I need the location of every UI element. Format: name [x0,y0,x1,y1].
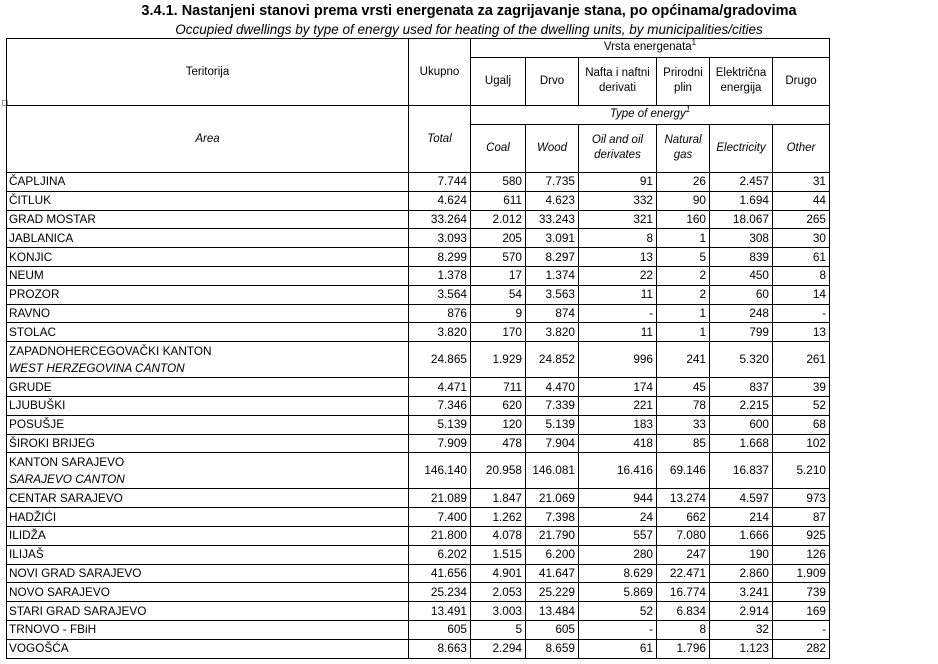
value-cell[interactable]: 205 [471,229,526,248]
territory-name: JABLANICA [9,230,74,245]
value-cell[interactable]: 3.563 [526,285,579,304]
value-cell[interactable]: 146.140 [409,453,471,489]
value-cell[interactable]: 3.820 [409,323,471,342]
value-cell[interactable]: 4.623 [526,191,579,210]
value-cell[interactable]: 5 [471,620,526,639]
value-cell[interactable]: 8.297 [526,248,579,267]
territory-name: ČAPLJINA [9,174,66,189]
value-cell[interactable]: 30 [773,229,830,248]
table-row [7,639,830,658]
value-cell[interactable]: 68 [773,415,830,434]
value-cell[interactable]: - [579,304,657,323]
territory-cell[interactable] [7,526,409,545]
value-cell[interactable]: 2.457 [710,173,773,192]
territory-cell[interactable] [7,173,409,192]
value-cell[interactable]: 1 [657,229,710,248]
value-cell[interactable]: 39 [773,378,830,397]
value-cell[interactable]: 33 [657,415,710,434]
table-row [7,620,830,639]
value-cell[interactable]: 3.564 [409,285,471,304]
table-row [7,583,830,602]
value-cell[interactable]: 33.264 [409,210,471,229]
value-cell[interactable]: 45 [657,378,710,397]
value-cell[interactable]: 8.299 [409,248,471,267]
value-cell[interactable]: 280 [579,545,657,564]
territory-name-en: SARAJEVO CANTON [9,471,125,486]
value-cell[interactable]: 600 [710,415,773,434]
value-cell[interactable]: 26 [657,173,710,192]
value-cell[interactable]: 33.243 [526,210,579,229]
value-cell[interactable]: 308 [710,229,773,248]
value-cell[interactable]: 24 [579,508,657,527]
value-cell[interactable]: 874 [526,304,579,323]
value-cell[interactable]: 7.339 [526,396,579,415]
value-cell[interactable]: 605 [409,620,471,639]
value-cell[interactable]: 9 [471,304,526,323]
table-row [7,285,830,304]
value-cell[interactable]: 85 [657,434,710,453]
energy-group-bs-label: Vrsta energenata [603,41,692,54]
value-cell[interactable]: 2 [657,285,710,304]
value-cell[interactable]: 1.929 [471,342,526,378]
header-col-en: Coal [471,124,526,172]
header-total-bs: Ukupno [409,39,471,106]
value-cell[interactable]: 4.624 [409,191,471,210]
header-col-bs: Drugo [773,57,830,105]
value-cell[interactable]: 214 [710,508,773,527]
table-subtitle: Occupied dwellings by type of energy used for heating of the dwelling units, by municipalities/cities [175,22,763,37]
value-cell[interactable]: 174 [579,378,657,397]
value-cell[interactable]: 478 [471,434,526,453]
territory-cell[interactable] [7,453,409,489]
value-cell[interactable]: 837 [710,378,773,397]
territory-name: POSUŠJE [9,417,65,432]
territory-name: CENTAR SARAJEVO [9,490,123,505]
value-cell[interactable]: 8.629 [579,564,657,583]
table-row [7,453,830,489]
value-cell[interactable]: 925 [773,526,830,545]
value-cell[interactable]: 69.146 [657,453,710,489]
table-row [7,378,830,397]
value-cell[interactable]: - [773,304,830,323]
value-cell[interactable]: 13 [773,323,830,342]
value-cell[interactable]: 44 [773,191,830,210]
value-cell[interactable]: 52 [579,602,657,621]
table-row [7,602,830,621]
footnote-mark: 1 [685,105,691,115]
value-cell[interactable]: 332 [579,191,657,210]
territory-name: TRNOVO - FBiH [9,622,97,637]
header-energy-group-bs [471,39,830,58]
value-cell[interactable]: 1 [657,323,710,342]
value-cell[interactable]: 60 [710,285,773,304]
value-cell[interactable]: 54 [471,285,526,304]
energy-group-en-label: Type of energy [609,108,686,121]
value-cell[interactable]: 4.901 [471,564,526,583]
value-cell[interactable]: 32 [710,620,773,639]
table-body [7,39,830,659]
value-cell[interactable]: 16.416 [579,453,657,489]
value-cell[interactable]: 282 [773,639,830,658]
value-cell[interactable]: 16.774 [657,583,710,602]
header-col-en: Oil and oil derivates [579,124,657,172]
value-cell[interactable]: 2.294 [471,639,526,658]
value-cell[interactable]: 839 [710,248,773,267]
table-row [7,489,830,508]
value-cell[interactable]: 3.003 [471,602,526,621]
territory-cell[interactable] [7,229,409,248]
value-cell[interactable]: 120 [471,415,526,434]
territory-name: STARI GRAD SARAJEVO [9,603,147,618]
value-cell[interactable]: 41.647 [526,564,579,583]
value-cell[interactable]: 261 [773,342,830,378]
value-cell[interactable]: 1.123 [710,639,773,658]
value-cell[interactable]: 21.790 [526,526,579,545]
footnote-mark: 1 [691,38,697,48]
table-row [7,248,830,267]
value-cell[interactable]: 3.093 [409,229,471,248]
header-territory-bs: Teritorija [7,39,409,106]
territory-name-en: WEST HERZEGOVINA CANTON [9,360,185,375]
territory-cell[interactable] [7,620,409,639]
territory-name: ILIDŽA [9,528,46,543]
value-cell[interactable]: 17 [471,266,526,285]
value-cell[interactable]: 14 [773,285,830,304]
value-cell[interactable]: 6.834 [657,602,710,621]
header-col-bs: Nafta i naftni derivati [579,57,657,105]
territory-name: NOVO SARAJEVO [9,584,110,599]
value-cell[interactable]: 126 [773,545,830,564]
value-cell[interactable]: 5.139 [526,415,579,434]
value-cell[interactable]: 7.080 [657,526,710,545]
table-row [7,191,830,210]
value-cell[interactable]: 24.865 [409,342,471,378]
value-cell[interactable]: 6.200 [526,545,579,564]
value-cell[interactable]: 8.659 [526,639,579,658]
value-cell[interactable]: 183 [579,415,657,434]
territory-name: ŠIROKI BRIJEG [9,435,95,450]
value-cell[interactable]: 25.229 [526,583,579,602]
value-cell[interactable]: 21.800 [409,526,471,545]
value-cell[interactable]: 1.515 [471,545,526,564]
value-cell[interactable]: 557 [579,526,657,545]
territory-cell[interactable] [7,342,409,378]
value-cell[interactable]: - [579,620,657,639]
value-cell[interactable]: 8.663 [409,639,471,658]
value-cell[interactable]: 90 [657,191,710,210]
header-energy-group-en [471,106,830,125]
territory-cell[interactable] [7,564,409,583]
territory-name: HADŽIĆI [9,509,57,524]
territory-name: GRAD MOSTAR [9,211,96,226]
value-cell[interactable]: 611 [471,191,526,210]
data-table [6,38,830,659]
territory-cell[interactable] [7,415,409,434]
territory-cell[interactable] [7,602,409,621]
value-cell[interactable]: 61 [773,248,830,267]
territory-cell[interactable] [7,285,409,304]
table-row [7,415,830,434]
table-row [7,304,830,323]
value-cell[interactable]: 3.091 [526,229,579,248]
territory-cell[interactable] [7,266,409,285]
value-cell[interactable]: 605 [526,620,579,639]
value-cell[interactable]: 7.904 [526,434,579,453]
value-cell[interactable]: 739 [773,583,830,602]
value-cell[interactable]: 247 [657,545,710,564]
territory-cell[interactable] [7,323,409,342]
value-cell[interactable]: 13 [579,248,657,267]
territory-cell[interactable] [7,396,409,415]
header-col-en: Natural gas [657,124,710,172]
value-cell[interactable]: 170 [471,323,526,342]
value-cell[interactable]: 7.400 [409,508,471,527]
value-cell[interactable]: 22 [579,266,657,285]
value-cell[interactable]: 1.378 [409,266,471,285]
table-row [7,434,830,453]
table-title: 3.4.1. Nastanjeni stanovi prema vrsti energenata za zagrijavanje stana, po općinama/gradovima [141,3,797,19]
value-cell[interactable]: 450 [710,266,773,285]
value-cell[interactable]: 78 [657,396,710,415]
value-cell[interactable]: 7.735 [526,173,579,192]
value-cell[interactable]: 996 [579,342,657,378]
table-row [7,173,830,192]
value-cell[interactable]: 31 [773,173,830,192]
value-cell[interactable]: 1.847 [471,489,526,508]
header-territory-en: Area [7,106,409,173]
value-cell[interactable]: 1.909 [773,564,830,583]
value-cell[interactable]: 418 [579,434,657,453]
value-cell[interactable]: 6.202 [409,545,471,564]
header-total-en: Total [409,106,471,173]
value-cell[interactable]: 7.346 [409,396,471,415]
territory-name: ČITLUK [9,193,51,208]
table-row [7,545,830,564]
value-cell[interactable]: 973 [773,489,830,508]
value-cell[interactable]: 16.837 [710,453,773,489]
value-cell[interactable]: 799 [710,323,773,342]
territory-cell[interactable] [7,583,409,602]
territory-name: GRUDE [9,379,52,394]
value-cell[interactable]: 1.796 [657,639,710,658]
territory-name: LJUBUŠKI [9,398,66,413]
territory-cell[interactable] [7,378,409,397]
table-row [7,526,830,545]
value-cell[interactable]: 8 [579,229,657,248]
value-cell[interactable]: 8 [773,266,830,285]
territory-name: STOLAC [9,324,56,339]
header-col-en: Other [773,124,830,172]
value-cell[interactable]: 4.078 [471,526,526,545]
table-row [7,323,830,342]
value-cell[interactable]: 5.210 [773,453,830,489]
territory-cell[interactable] [7,304,409,323]
table-row [7,564,830,583]
table-row [7,266,830,285]
value-cell[interactable]: 1.374 [526,266,579,285]
territory-cell[interactable] [7,489,409,508]
value-cell[interactable]: 8 [657,620,710,639]
value-cell[interactable]: 1 [657,304,710,323]
value-cell[interactable]: 2.914 [710,602,773,621]
value-cell[interactable]: 620 [471,396,526,415]
value-cell[interactable]: - [773,620,830,639]
value-cell[interactable]: 7.744 [409,173,471,192]
value-cell[interactable]: 241 [657,342,710,378]
value-cell[interactable]: 4.471 [409,378,471,397]
territory-name: VOGOŠĆA [9,641,69,656]
value-cell[interactable]: 3.820 [526,323,579,342]
value-cell[interactable]: 2.860 [710,564,773,583]
value-cell[interactable]: 21.089 [409,489,471,508]
territory-name: NOVI GRAD SARAJEVO [9,565,142,580]
territory-name: ILIJAŠ [9,547,44,562]
value-cell[interactable]: 18.067 [710,210,773,229]
value-cell[interactable]: 662 [657,508,710,527]
value-cell[interactable]: 52 [773,396,830,415]
header-col-en: Wood [526,124,579,172]
value-cell[interactable]: 102 [773,434,830,453]
value-cell[interactable]: 169 [773,602,830,621]
territory-name: KONJIC [9,249,53,264]
value-cell[interactable]: 7.398 [526,508,579,527]
value-cell[interactable]: 321 [579,210,657,229]
value-cell[interactable]: 5.139 [409,415,471,434]
header-col-bs: Električna energija [710,57,773,105]
value-cell[interactable]: 2.053 [471,583,526,602]
territory-name: ZAPADNOHERCEGOVAČKI KANTON [9,343,212,358]
value-cell[interactable]: 1.262 [471,508,526,527]
value-cell[interactable]: 265 [773,210,830,229]
territory-cell[interactable] [7,248,409,267]
header-col-en: Electricity [710,124,773,172]
value-cell[interactable]: 11 [579,285,657,304]
territory-cell[interactable] [7,545,409,564]
value-cell[interactable]: 146.081 [526,453,579,489]
value-cell[interactable]: 61 [579,639,657,658]
value-cell[interactable]: 2.012 [471,210,526,229]
value-cell[interactable]: 13.484 [526,602,579,621]
value-cell[interactable]: 944 [579,489,657,508]
value-cell[interactable]: 24.852 [526,342,579,378]
table-row [7,508,830,527]
value-cell[interactable]: 1.668 [710,434,773,453]
value-cell[interactable]: 91 [579,173,657,192]
value-cell[interactable]: 25.234 [409,583,471,602]
value-cell[interactable]: 21.069 [526,489,579,508]
territory-name: NEUM [9,268,44,283]
value-cell[interactable]: 13.491 [409,602,471,621]
territory-name: RAVNO [9,305,51,320]
territory-cell[interactable] [7,191,409,210]
value-cell[interactable]: 3.241 [710,583,773,602]
header-col-bs: Drvo [526,57,579,105]
value-cell[interactable]: 1.694 [710,191,773,210]
value-cell[interactable]: 22.471 [657,564,710,583]
table-row [7,210,830,229]
territory-cell[interactable] [7,210,409,229]
value-cell[interactable]: 5.320 [710,342,773,378]
value-cell[interactable]: 711 [471,378,526,397]
value-cell[interactable]: 87 [773,508,830,527]
header-col-bs: Prirodni plin [657,57,710,105]
territory-name: KANTON SARAJEVO [9,454,125,469]
value-cell[interactable]: 4.597 [710,489,773,508]
value-cell[interactable]: 580 [471,173,526,192]
territory-name: PROZOR [9,287,60,302]
value-cell[interactable]: 20.958 [471,453,526,489]
value-cell[interactable]: 5.869 [579,583,657,602]
table-row [7,342,830,378]
value-cell[interactable]: 570 [471,248,526,267]
header-row-en [7,106,830,125]
value-cell[interactable]: 221 [579,396,657,415]
header-col-bs: Ugalj [471,57,526,105]
value-cell[interactable]: 5 [657,248,710,267]
value-cell[interactable]: 7.909 [409,434,471,453]
value-cell[interactable]: 11 [579,323,657,342]
territory-cell[interactable] [7,508,409,527]
value-cell[interactable]: 1.666 [710,526,773,545]
value-cell[interactable]: 248 [710,304,773,323]
territory-cell[interactable] [7,434,409,453]
value-cell[interactable]: 13.274 [657,489,710,508]
value-cell[interactable]: 2.215 [710,396,773,415]
value-cell[interactable]: 190 [710,545,773,564]
table-row [7,396,830,415]
territory-cell[interactable] [7,639,409,658]
value-cell[interactable]: 4.470 [526,378,579,397]
header-row-bs [7,39,830,58]
value-cell[interactable]: 876 [409,304,471,323]
value-cell[interactable]: 2 [657,266,710,285]
value-cell[interactable]: 41.656 [409,564,471,583]
table-row [7,229,830,248]
value-cell[interactable]: 160 [657,210,710,229]
